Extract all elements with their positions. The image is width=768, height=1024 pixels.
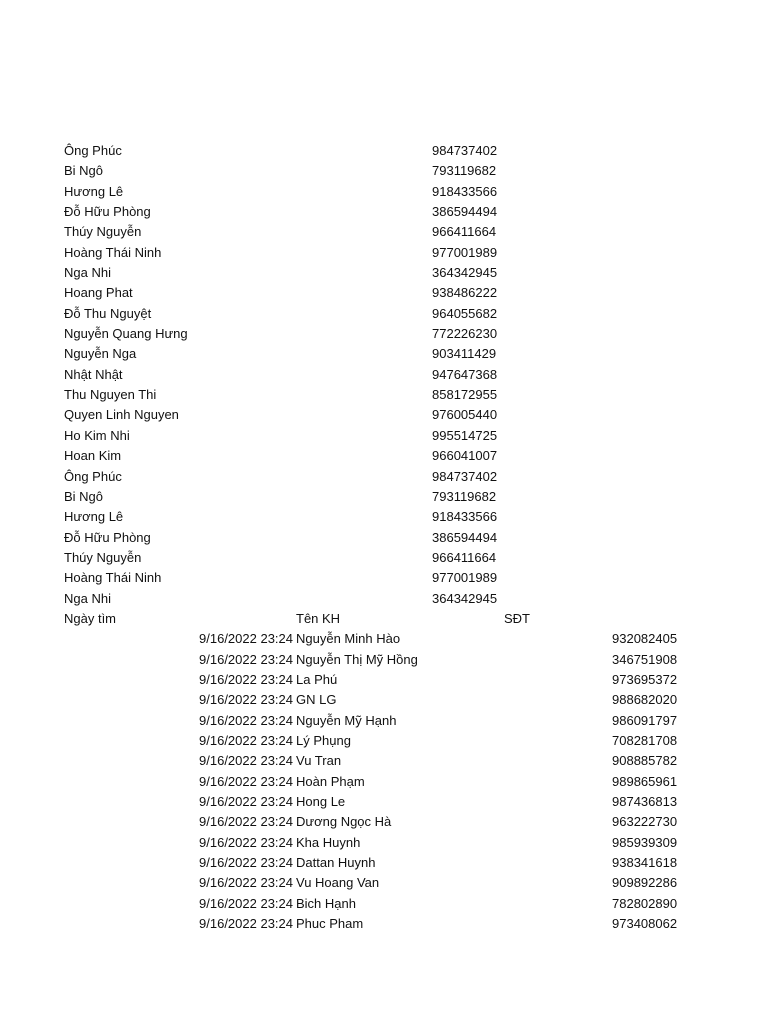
record-date: 9/16/2022 23:24	[199, 834, 293, 850]
record-date: 9/16/2022 23:24	[199, 875, 293, 891]
record-name: Bich Hạnh	[296, 895, 356, 911]
contact-phone: 386594494	[432, 529, 498, 545]
record-phone: 708281708	[612, 732, 678, 748]
contact-name: Nhật Nhật	[64, 366, 123, 382]
contact-name: Ho Kim Nhi	[64, 427, 130, 443]
table-row	[0, 812, 768, 832]
contact-name: Thúy Nguyễn	[64, 549, 142, 565]
contact-name: Nga Nhi	[64, 590, 111, 606]
record-date: 9/16/2022 23:24	[199, 692, 293, 708]
record-date: 9/16/2022 23:24	[199, 895, 293, 911]
contact-phone: 984737402	[432, 468, 498, 484]
contact-name: Hoan Kim	[64, 448, 122, 464]
contact-list	[0, 141, 768, 609]
record-phone: 908885782	[612, 753, 678, 769]
record-phone: 987436813	[612, 794, 678, 809]
contact-row	[0, 263, 768, 283]
record-date: 9/16/2022 23:24	[199, 651, 293, 667]
contact-row	[0, 141, 768, 161]
contact-name: Nguyễn Nga	[64, 346, 137, 362]
contact-phone: 386594494	[432, 204, 498, 220]
table-row	[0, 711, 768, 731]
contact-name: Đỗ Hữu Phòng	[64, 204, 151, 220]
contact-row	[0, 528, 768, 548]
contact-phone: 364342945	[432, 590, 498, 606]
record-name: La Phú	[296, 671, 338, 687]
record-phone: 932082405	[612, 631, 678, 647]
contact-phone: 858172955	[432, 387, 498, 403]
contact-phone: 772226230	[432, 326, 498, 342]
table-row	[0, 914, 768, 934]
table-row	[0, 690, 768, 710]
contact-name: Thu Nguyen Thi	[64, 387, 157, 403]
contact-row	[0, 365, 768, 385]
record-phone: 973695372	[612, 671, 678, 687]
contact-phone: 903411429	[432, 346, 497, 362]
contact-name: Quyen Linh Nguyen	[64, 407, 179, 423]
contact-phone: 918433566	[432, 183, 498, 199]
contact-name: Nga Nhi	[64, 265, 111, 281]
search-record-list	[0, 629, 768, 934]
record-name: Nguyễn Minh Hào	[296, 631, 401, 647]
contact-phone: 995514725	[432, 427, 498, 443]
record-name: Nguyễn Thị Mỹ Hồng	[296, 651, 418, 667]
record-phone: 986091797	[612, 712, 678, 728]
contact-phone: 793119682	[432, 163, 497, 179]
contact-row	[0, 344, 768, 364]
contact-row	[0, 385, 768, 405]
contact-phone: 966041007	[432, 448, 498, 464]
table-row	[0, 792, 768, 812]
contact-row	[0, 161, 768, 181]
record-name: Vu Hoang Van	[296, 875, 380, 891]
contact-name: Hương Lê	[64, 183, 124, 199]
record-name: Dattan Huynh	[296, 855, 376, 871]
record-name: Dương Ngọc Hà	[296, 814, 392, 830]
contact-phone: 793119682	[432, 488, 497, 504]
record-phone: 989865961	[612, 773, 678, 789]
record-date: 9/16/2022 23:24	[199, 855, 293, 871]
contact-phone: 977001989	[432, 570, 498, 586]
record-phone: 963222730	[612, 814, 678, 830]
contact-phone: 966411664	[432, 549, 497, 565]
contact-phone: 947647368	[432, 366, 498, 382]
contact-phone: 966411664	[432, 224, 497, 240]
contact-name: Bi Ngô	[64, 163, 104, 179]
record-name: Kha Huynh	[296, 834, 361, 850]
contact-phone: 938486222	[432, 285, 498, 301]
contact-name: Đỗ Thu Nguyệt	[64, 305, 152, 321]
record-phone: 988682020	[612, 692, 678, 708]
table-row	[0, 629, 768, 649]
contact-phone: 977001989	[432, 244, 498, 260]
contact-name: Thúy Nguyễn	[64, 224, 142, 240]
contact-row	[0, 589, 768, 609]
contact-row	[0, 507, 768, 527]
header-phone: SĐT	[504, 610, 530, 626]
table-row	[0, 731, 768, 751]
contact-row	[0, 222, 768, 242]
contact-phone: 364342945	[432, 265, 498, 281]
contact-row	[0, 283, 768, 303]
record-phone: 909892286	[612, 875, 678, 891]
table-row	[0, 894, 768, 914]
record-name: GN LG	[296, 692, 337, 708]
contact-row	[0, 182, 768, 202]
record-name: Phuc Pham	[296, 916, 364, 932]
contact-row	[0, 202, 768, 222]
record-date: 9/16/2022 23:24	[199, 712, 293, 728]
record-name: Vu Tran	[296, 753, 342, 769]
record-date: 9/16/2022 23:24	[199, 916, 293, 932]
header-customer-name: Tên KH	[296, 610, 341, 626]
contact-name: Hương Lê	[64, 509, 124, 525]
table-row	[0, 670, 768, 690]
table-header	[0, 609, 768, 629]
contact-row	[0, 243, 768, 263]
record-date: 9/16/2022 23:24	[199, 732, 293, 748]
contact-name: Ông Phúc	[64, 468, 122, 484]
contact-phone: 976005440	[432, 407, 498, 423]
record-date: 9/16/2022 23:24	[199, 671, 293, 687]
table-row	[0, 751, 768, 771]
record-date: 9/16/2022 23:24	[199, 753, 293, 769]
contact-row	[0, 487, 768, 507]
contact-name: Bi Ngô	[64, 488, 104, 504]
table-row	[0, 833, 768, 853]
contact-row	[0, 324, 768, 344]
record-phone: 938341618	[612, 855, 678, 871]
record-phone: 346751908	[612, 651, 678, 667]
contact-row	[0, 304, 768, 324]
table-row	[0, 853, 768, 873]
record-date: 9/16/2022 23:24	[199, 814, 293, 830]
contact-row	[0, 467, 768, 487]
contact-phone: 964055682	[432, 305, 498, 321]
record-name: Nguyễn Mỹ Hạnh	[296, 712, 397, 728]
contact-name: Ông Phúc	[64, 143, 122, 158]
record-name: Hoàn Phạm	[296, 773, 365, 789]
contact-row	[0, 426, 768, 446]
record-name: Lý Phụng	[296, 732, 351, 748]
contact-row	[0, 446, 768, 466]
record-date: 9/16/2022 23:24	[199, 794, 293, 809]
contact-name: Hoang Phat	[64, 285, 133, 301]
record-phone: 973408062	[612, 916, 678, 932]
table-row	[0, 873, 768, 893]
contact-phone: 984737402	[432, 143, 498, 158]
record-date: 9/16/2022 23:24	[199, 631, 293, 647]
contact-phone: 918433566	[432, 509, 498, 525]
record-name: Hong Le	[296, 794, 346, 809]
contact-name: Nguyễn Quang Hưng	[64, 326, 188, 342]
table-row	[0, 772, 768, 792]
spreadsheet-page	[0, 141, 768, 934]
contact-row	[0, 405, 768, 425]
header-search-date: Ngày tìm	[64, 610, 117, 626]
record-phone: 782802890	[612, 895, 678, 911]
record-phone: 985939309	[612, 834, 678, 850]
contact-name: Hoàng Thái Ninh	[64, 570, 162, 586]
contact-name: Đỗ Hữu Phòng	[64, 529, 151, 545]
record-date: 9/16/2022 23:24	[199, 773, 293, 789]
contact-name: Hoàng Thái Ninh	[64, 244, 162, 260]
contact-row	[0, 548, 768, 568]
table-row	[0, 650, 768, 670]
contact-row	[0, 568, 768, 588]
